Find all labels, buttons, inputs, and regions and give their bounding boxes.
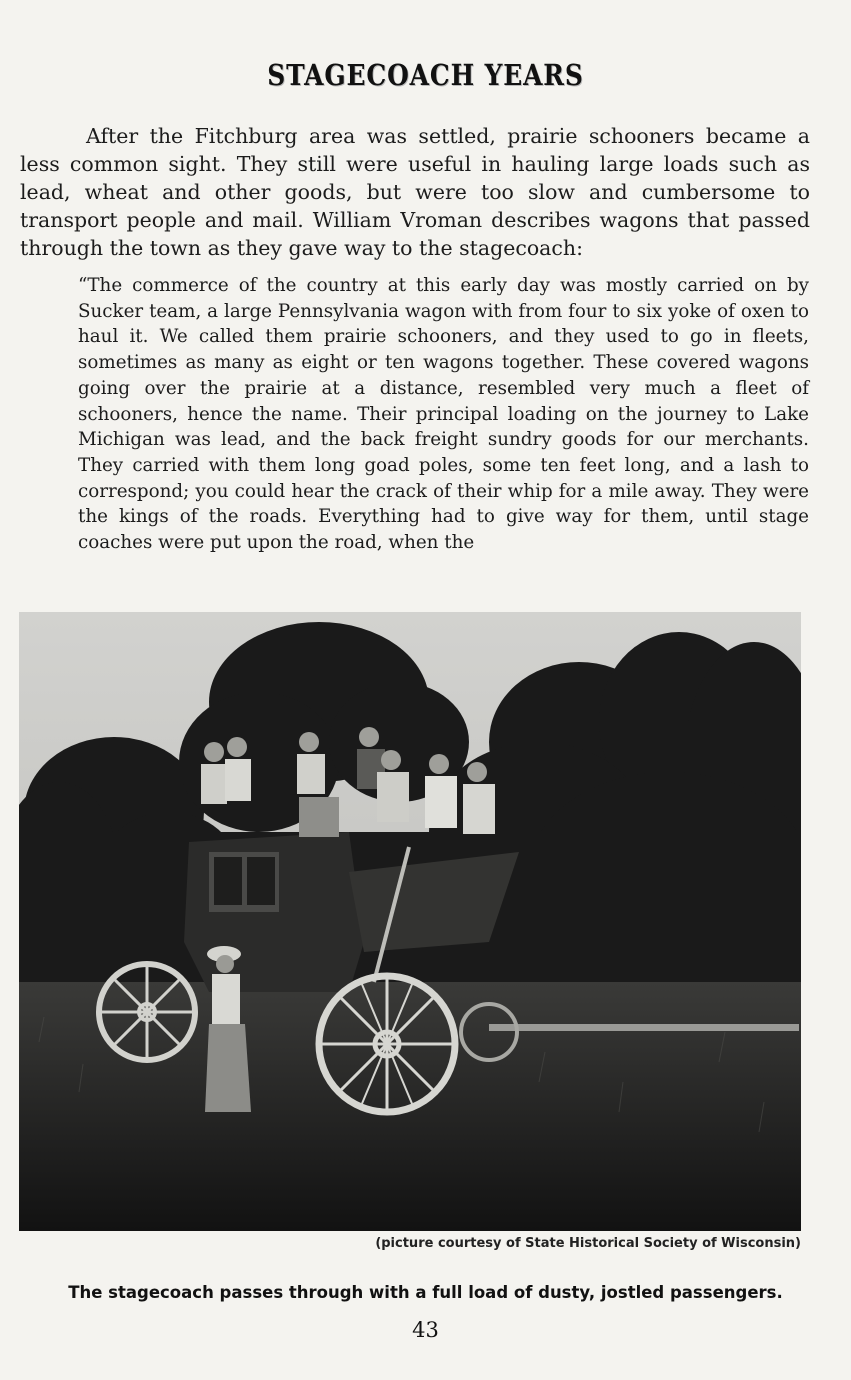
photo-credit: (picture courtesy of State Historical Society of Wisconsin) (375, 1236, 801, 1251)
page-title: STAGECOACH YEARS (267, 58, 584, 92)
rear-wheel (99, 964, 195, 1060)
front-wheel (319, 976, 455, 1112)
stagecoach-photo (19, 612, 801, 1231)
intro-paragraph: After the Fitchburg area was settled, prairie schooners became a less common sight. They still were useful in hauling large loads such as lead, wheat and other goods, but were too slow and cumbersome to transport people and mail. William Vroman describes wagons that passed through the town as they gave way to the stagecoach: (20, 124, 810, 260)
photo-caption: The stagecoach passes through with a full load of dusty, jostled passengers. (68, 1283, 783, 1302)
page-number: 43 (412, 1318, 439, 1342)
quote-paragraph: “The commerce of the country at this early day was mostly carried on by Sucker team, a large Pennsylvania wagon with from four to six yoke of oxen to haul it. We called them prairie schooners, and they used to go in fleets, sometimes as many as eight or ten wagons together. These covered wagons going over the prairie at a distance, resembled very much a fleet of schooners, hence the name. Their principal loading on the journey to Lake Michigan was lead, and the back freight sundry goods for our merchants. They carried with them long goad poles, some ten feet long, and a lash to correspond; you could hear the crack of their whip for a mile away. They were the kings of the roads. Everything had to give way for them, until stage coaches were put upon the road, when the (78, 275, 809, 554)
